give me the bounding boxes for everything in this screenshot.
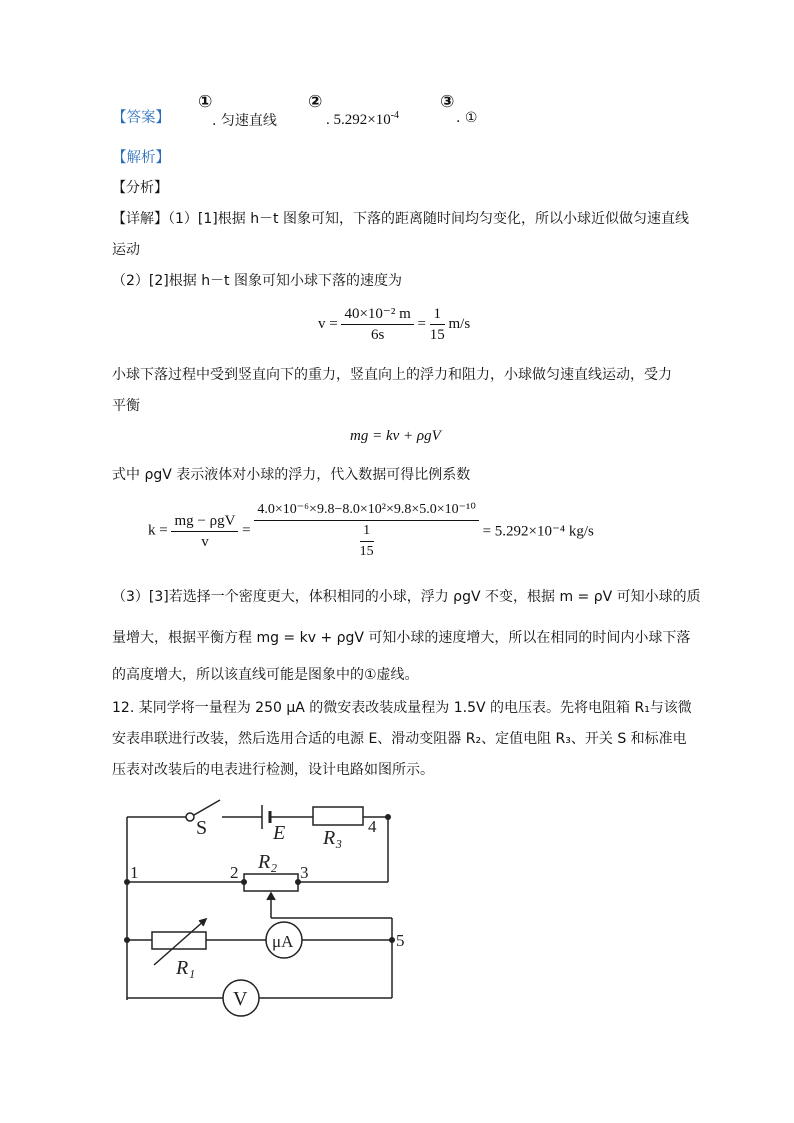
equation-velocity: v = $\frac{\text{40×10⁻² m}}{6s}$ = $\frac{1}{15}$ m/s <box>318 306 471 343</box>
node-1: 1 <box>130 863 139 882</box>
r2-label: R₂ <box>258 851 278 873</box>
detail-line-6: 式中 ρgV 表示液体对小球的浮力，代入数据可得比例系数 <box>112 467 471 483</box>
microammeter-label: μA <box>272 932 294 951</box>
fenxi-label: 【分析】 <box>112 180 168 196</box>
r1-label: R₁ <box>176 957 196 979</box>
detail-line-1: 【详解】（1）[1]根据 h－t 图象可知，下落的距离随时间均匀变化，所以小球近似做匀速直线 <box>112 211 689 227</box>
detail-line-8: 量增大，根据平衡方程 mg = kv + ρgV 可知小球的速度增大，所以在相同的时间内小球下落 <box>112 630 691 646</box>
mark-3: ③ <box>440 92 455 112</box>
node-5: 5 <box>396 931 405 950</box>
q12-line-3: 压表对改装后的电表进行检测，设计电路如图所示。 <box>112 762 434 778</box>
equation-balance: mg = kv + ρgV <box>350 428 441 444</box>
node-4: 4 <box>368 817 377 836</box>
detail-line-3: （2）[2]根据 h－t 图象可知小球下落的速度为 <box>112 273 402 289</box>
detail-line-2: 运动 <box>112 242 140 258</box>
source-label: E <box>273 822 286 844</box>
mark-2: ② <box>308 92 323 112</box>
switch-label: S <box>196 817 208 839</box>
detail-line-7: （3）[3]若选择一个密度更大，体积相同的小球，浮力 ρgV 不变，根据 m = ρV 可知小球的质 <box>112 589 701 605</box>
answer-3: . ① <box>456 110 478 126</box>
answer-label: 【答案】 <box>112 110 170 126</box>
voltmeter-label: V <box>233 988 248 1010</box>
node-3: 3 <box>300 863 309 882</box>
mark-1: ① <box>198 92 213 112</box>
detail-line-9: 的高度增大，所以该直线可能是图象中的①虚线。 <box>112 667 419 683</box>
q12-line-1: 12. 某同学将一量程为 250 μA 的微安表改装成量程为 1.5V 的电压表。先将电阻箱 R₁与该微 <box>112 700 692 716</box>
detail-line-4: 小球下落过程中受到竖直向下的重力，竖直向上的浮力和阻力，小球做匀速直线运动，受力 <box>112 367 672 383</box>
detail-line-5: 平衡 <box>112 398 140 414</box>
analysis-label: 【解析】 <box>112 150 170 166</box>
answer-2: . $5.292\times 10^{-4}$ <box>326 110 400 128</box>
equation-k: k = $\frac{\text{mg − ρgV}}{v}$ = $\frac{\text{4.0×10⁻⁶×9.8−8.0×10²×9.8×5.0×10⁻¹⁰}}{\frac{1}{15}}$ = 5.292×10⁻⁴ kg/s <box>148 502 594 559</box>
node-2: 2 <box>230 863 239 882</box>
r3-label: R₃ <box>323 827 343 849</box>
q12-line-2: 安表串联进行改装，然后选用合适的电源 E、滑动变阻器 R₂、定值电阻 R₃、开关 S 和标准电 <box>112 731 687 747</box>
answer-1: . 匀速直线 <box>212 113 277 129</box>
circuit-diagram <box>110 790 420 1030</box>
